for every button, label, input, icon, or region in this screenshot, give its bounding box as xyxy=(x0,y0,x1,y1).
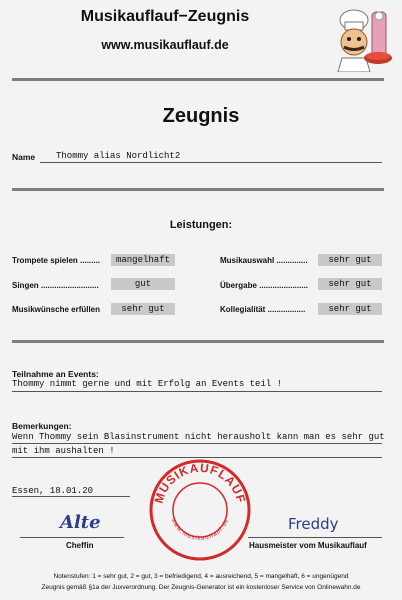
remarks-line-1: Wenn Thommy sein Blasinstrument nicht herausholt kann man es sehr gut xyxy=(12,432,385,442)
name-value: Thommy alias Nordlicht2 xyxy=(56,151,181,161)
signature-left-line xyxy=(20,537,124,538)
name-label: Name xyxy=(12,152,36,162)
skill-label-music-wishes: Musikwünsche erfüllen xyxy=(12,305,101,314)
grade-singing: gut xyxy=(111,278,175,290)
skill-label-handover: Übergabe ...................... xyxy=(220,281,309,290)
events-text: Thommy nimmt gerne und mit Erfolg an Events teil ! xyxy=(12,379,283,389)
chef-mascot-icon xyxy=(332,6,396,72)
stamp-outer-text: MUSIKAUFLAUF xyxy=(151,460,249,505)
remarks-line-2: mit ihm aushalten ! xyxy=(12,446,115,456)
signature-right-line xyxy=(248,537,382,538)
stamp-seal-icon xyxy=(148,458,252,562)
skill-label-singing: Singen .......................... xyxy=(12,281,99,290)
grade-trumpet: mangelhaft xyxy=(111,254,175,266)
name-underline xyxy=(40,162,382,163)
document-title: Zeugnis xyxy=(162,105,240,127)
events-label: Teilnahme an Events: xyxy=(12,369,99,379)
header-divider xyxy=(12,78,384,81)
events-underline xyxy=(12,391,382,392)
signature-right: Freddy xyxy=(288,515,339,533)
performance-divider xyxy=(12,340,384,343)
performance-heading: Leistungen: xyxy=(169,219,233,231)
grade-handover: sehr gut xyxy=(318,278,382,290)
grade-music-selection: sehr gut xyxy=(318,254,382,266)
skill-label-trumpet: Trompete spielen ......... xyxy=(12,256,101,265)
signature-left-caption: Cheffin xyxy=(66,541,94,550)
stamp-inner-text: www.musikauflauf.de xyxy=(169,517,231,543)
grade-collegiality: sehr gut xyxy=(318,303,382,315)
header-url: www.musikauflauf.de xyxy=(101,38,229,52)
header-title: Musikauflauf−Zeugnis xyxy=(80,8,250,25)
footer-disclaimer: Zeugnis gemäß §1a der Juxverordnung. Der Zeugnis-Generator ist ein kostenloser Service von Onlinewahn.de xyxy=(41,584,361,591)
skill-label-music-selection: Musikauswahl .............. xyxy=(220,256,308,265)
svg-text:www.musikauflauf.de xyxy=(169,517,230,542)
grade-music-wishes: sehr gut xyxy=(111,303,175,315)
remarks-underline-1 xyxy=(12,443,382,444)
place-date: Essen, 18.01.20 xyxy=(12,486,94,496)
signature-right-caption: Hausmeister vom Musikauflauf xyxy=(249,541,367,550)
section-divider xyxy=(12,188,384,191)
skill-label-collegiality: Kollegialität ................. xyxy=(220,305,306,314)
place-date-underline xyxy=(12,496,130,497)
footer-grading-scale: Notenstufen: 1 = sehr gut, 2 = gut, 3 = befriedigend, 4 = ausreichend, 5 = mangelhaft, 6 = ungenügend xyxy=(53,573,349,580)
remarks-label: Bemerkungen: xyxy=(12,421,72,431)
signature-left: Alte xyxy=(60,512,101,533)
